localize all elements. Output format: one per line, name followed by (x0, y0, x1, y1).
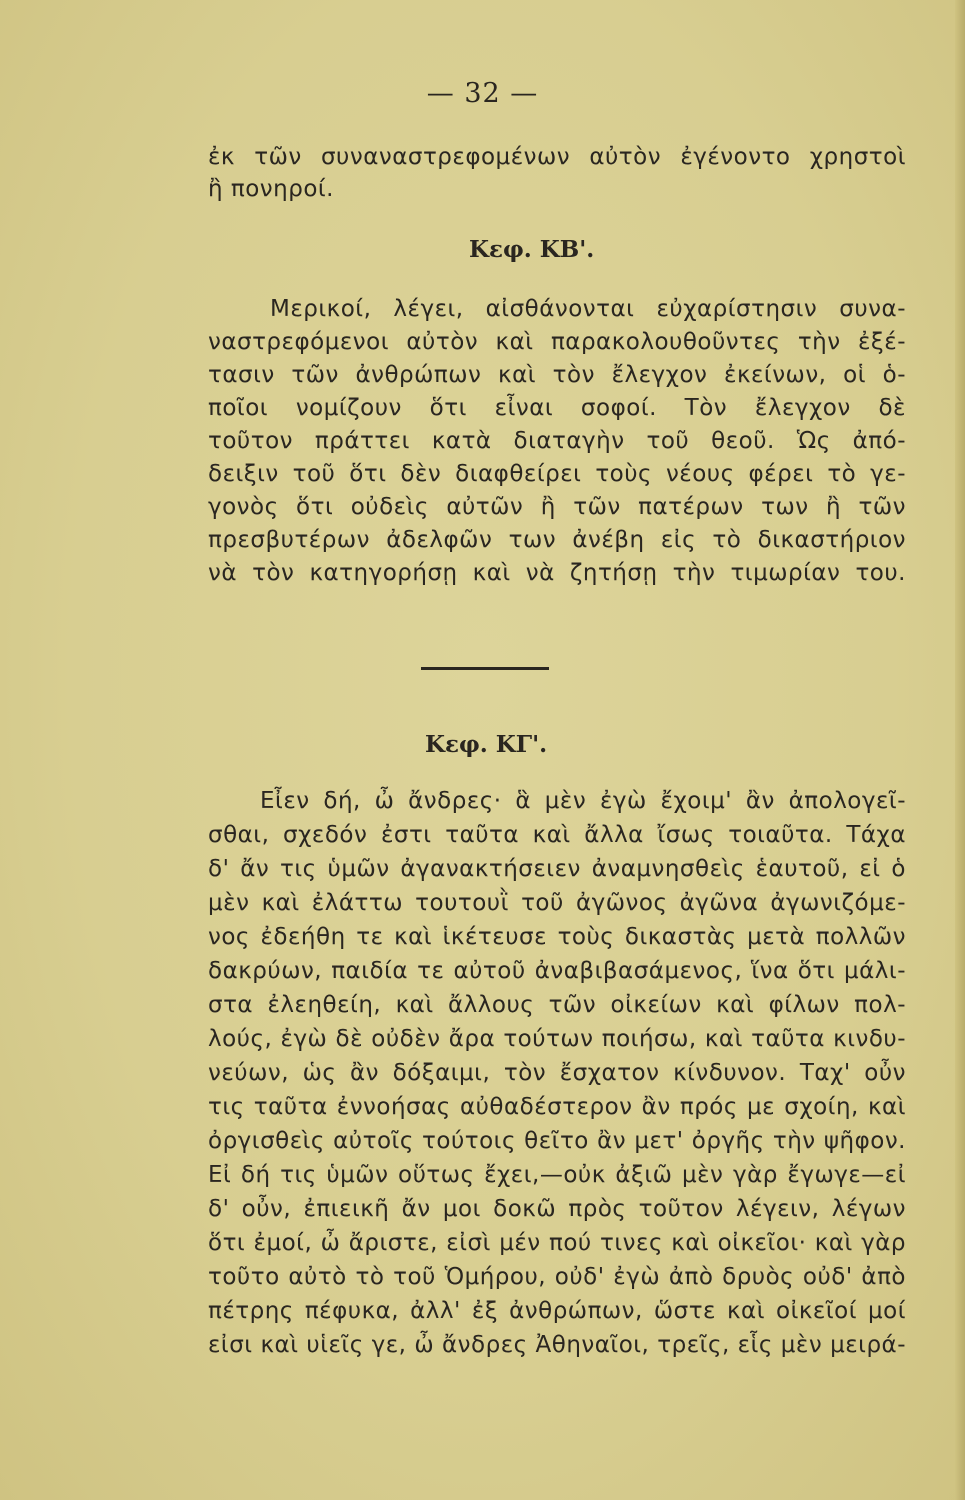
paragraph-line: γονὸς ὅτι οὐδεὶς αὐτῶν ἢ τῶν πατέρων των ἢ τῶν (208, 494, 906, 520)
paragraph-line: πρεσβυτέρων ἀδελφῶν των ἀνέβη εἰς τὸ δικαστήριον (208, 527, 906, 553)
paragraph-line: δ' ἄν τις ὑμῶν ἀγανακτήσειεν ἀναμνησθεὶς ἑαυτοῦ, εἰ ὁ (208, 856, 906, 882)
chapter-22-heading-text: Κεφ. ΚΒ'. (469, 236, 595, 263)
paragraph-line: σθαι, σχεδόν ἐστι ταῦτα καὶ ἄλλα ἴσως τοιαῦτα. Τάχα (208, 822, 906, 848)
section-divider (421, 667, 549, 670)
paragraph-line: πέτρης πέφυκα, ἀλλ' ἐξ ἀνθρώπων, ὥστε καὶ οἰκεῖοί μοί (208, 1298, 906, 1324)
paragraph-line: ὅτι ἐμοί, ὦ ἄριστε, εἰσὶ μέν πού τινες καὶ οἰκεῖοι· καὶ γὰρ (208, 1230, 906, 1256)
paragraph-line: τασιν τῶν ἀνθρώπων καὶ τὸν ἔλεγχον ἐκείνων, οἱ ὁ- (208, 362, 906, 388)
paragraph-line: νὰ τὸν κατηγορήσῃ καὶ νὰ ζητήσῃ τὴν τιμωρίαν του. (208, 560, 906, 586)
page-number: — 32 — (426, 78, 539, 109)
paragraph-line: Εἰ δή τις ὑμῶν οὕτως ἔχει,—οὐκ ἀξιῶ μὲν γὰρ ἔγωγε—εἰ (208, 1162, 906, 1188)
paragraph-line: τοῦτο αὐτὸ τὸ τοῦ Ὁμήρου, οὐδ' ἐγὼ ἀπὸ δρυὸς οὐδ' ἀπὸ (208, 1264, 906, 1290)
paragraph-line: δακρύων, παιδία τε αὐτοῦ ἀναβιβασάμενος, ἵνα ὅτι μάλι- (208, 958, 906, 984)
paragraph-line: Εἶεν δή, ὦ ἄνδρες· ἃ μὲν ἐγὼ ἔχοιμ' ἂν ἀπολογεῖ- (260, 788, 906, 814)
paragraph-line: νος ἐδεήθη τε καὶ ἱκέτευσε τοὺς δικαστὰς μετὰ πολλῶν (208, 924, 906, 950)
paragraph-line: δειξιν τοῦ ὅτι δὲν διαφθείρει τοὺς νέους φέρει τὸ γε- (208, 461, 906, 487)
paragraph-line: λούς, ἐγὼ δὲ οὐδὲν ἄρα τούτων ποιήσω, καὶ ταῦτα κινδυ- (208, 1026, 906, 1052)
paragraph-line: τις ταῦτα ἐννοήσας αὐθαδέστερον ἂν πρός με σχοίη, καὶ (208, 1094, 906, 1120)
intro-line: ἐκ τῶν συναναστρεφομένων αὐτὸν ἐγένοντο χρηστοὶ (208, 144, 906, 170)
paragraph-line: μὲν καὶ ἐλάττω τουτουῒ τοῦ ἀγῶνος ἀγῶνα ἀγωνιζόμε- (208, 890, 906, 916)
paragraph-line: δ' οὖν, ἐπιεικῆ ἄν μοι δοκῶ πρὸς τοῦτον λέγειν, λέγων (208, 1196, 906, 1222)
paragraph-line: ποῖοι νομίζουν ὅτι εἶναι σοφοί. Τὸν ἔλεγχον δὲ (208, 395, 906, 421)
page-edge (955, 0, 965, 1500)
paragraph-line: ὀργισθεὶς αὐτοῖς τούτοις θεῖτο ἂν μετ' ὀργῆς τὴν ψῆφον. (208, 1128, 906, 1154)
intro-line: ἢ πονηροί. (208, 176, 334, 202)
paragraph-line: Μερικοί, λέγει, αἰσθάνονται εὐχαρίστησιν συνα- (270, 296, 906, 322)
chapter-23-heading-text: Κεφ. ΚΓ'. (425, 731, 548, 758)
paragraph-line: εἰσι καὶ υἱεῖς γε, ὦ ἄνδρες Ἀθηναῖοι, τρεῖς, εἷς μὲν μειρά- (208, 1332, 906, 1358)
paragraph-line: στα ἐλεηθείη, καὶ ἄλλους τῶν οἰκείων καὶ φίλων πολ- (208, 992, 906, 1018)
paragraph-line: νεύων, ὡς ἂν δόξαιμι, τὸν ἔσχατον κίνδυνον. Ταχ' οὖν (208, 1060, 906, 1086)
paragraph-line: ναστρεφόμενοι αὐτὸν καὶ παρακολουθοῦντες τὴν ἐξέ- (208, 329, 906, 355)
paragraph-line: τοῦτον πράττει κατὰ διαταγὴν τοῦ θεοῦ. Ὡς ἀπό- (208, 428, 906, 454)
